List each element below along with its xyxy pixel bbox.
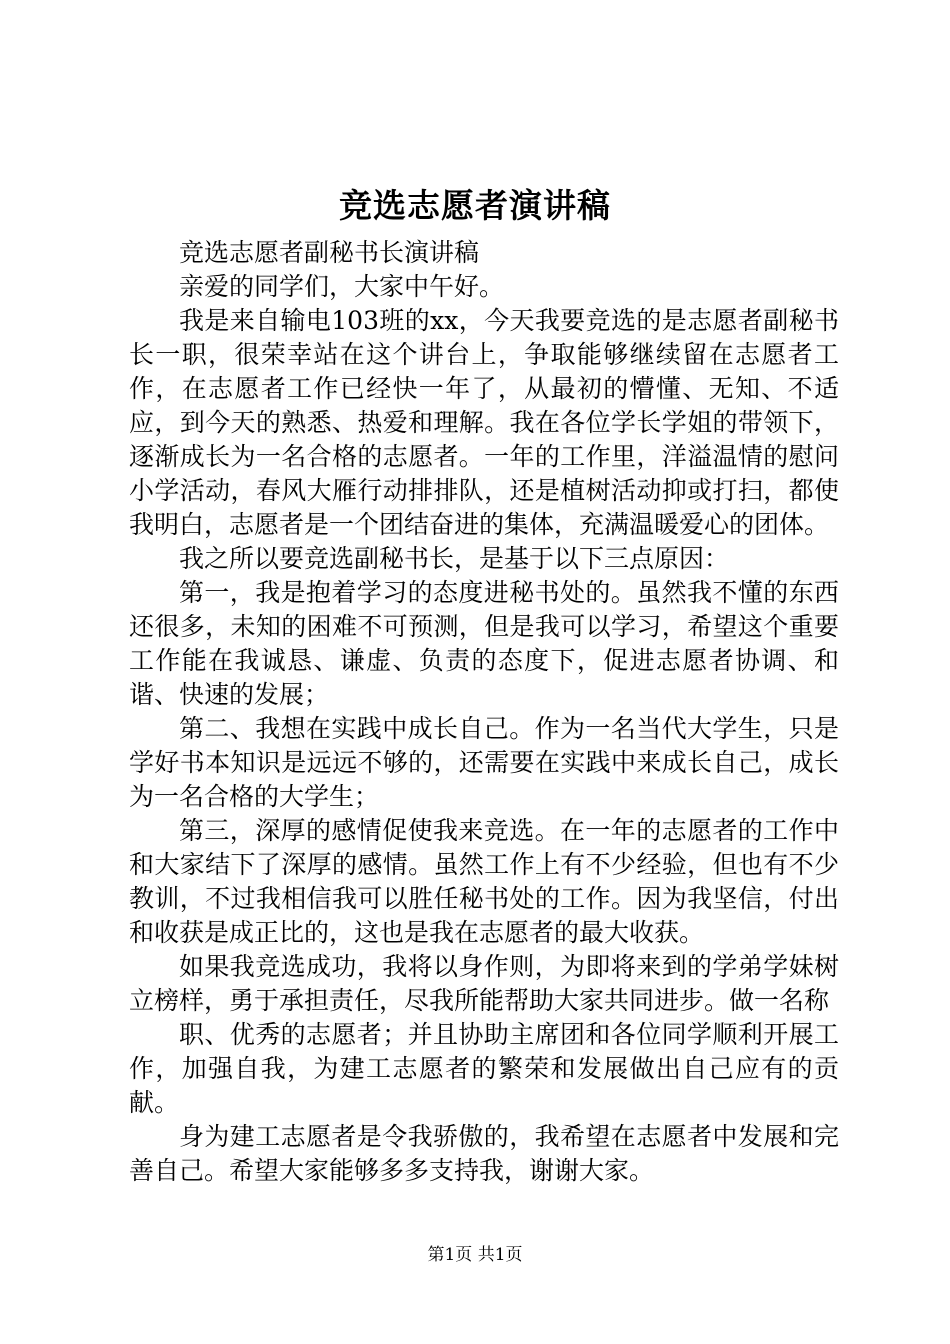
reason-three-paragraph: 第三，深厚的感情促使我来竞选。在一年的志愿者的工作中和大家结下了深厚的感情。虽然工作上有不少经验，但也有不少教训，不过我相信我可以胜任秘书处的工作。因为我坚信，付出和收获是成正比的，这也是我在志愿者的最大收获。 — [129, 816, 839, 947]
reason-two-paragraph: 第二、我想在实践中成长自己。作为一名当代大学生，只是学好书本知识是远远不够的，还需要在实践中来成长自己，成长为一名合格的大学生； — [129, 714, 839, 811]
closing-paragraph: 身为建工志愿者是令我骄傲的，我希望在志愿者中发展和完善自己。希望大家能够多多支持我，谢谢大家。 — [129, 1122, 839, 1185]
document-title: 竞选志愿者演讲稿 — [339, 186, 611, 225]
subtitle-paragraph: 竞选志愿者副秘书长演讲稿 — [179, 238, 480, 267]
commitment-continued-paragraph: 职、优秀的志愿者；并且协助主席团和各位同学顺利开展工作，加强自我，为建工志愿者的繁荣和发展做出自己应有的贡献。 — [129, 1020, 839, 1117]
reasons-intro-paragraph: 我之所以要竞选副秘书长，是基于以下三点原因： — [179, 544, 730, 573]
document-body — [129, 236, 839, 1188]
introduction-paragraph: 我是来自输电103班的xx，今天我要竞选的是志愿者副秘书长一职，很荣幸站在这个讲台上，争取能够继续留在志愿者工作，在志愿者工作已经快一年了，从最初的懵懂、无知、不适应，到今天的熟悉、热爱和理解。我在各位学长学姐的带领下，逐渐成长为一名合格的志愿者。一年的工作里，洋溢温情的慰问小学活动，春风大雁行动排排队，还是植树活动抑或打扫，都使我明白，志愿者是一个团结奋进的集体，充满温暖爱心的团体。 — [129, 306, 839, 539]
commitment-paragraph: 如果我竞选成功，我将以身作则，为即将来到的学弟学妹树立榜样，勇于承担责任，尽我所能帮助大家共同进步。做一名称 — [129, 952, 839, 1015]
reason-one-paragraph: 第一，我是抱着学习的态度进秘书处的。虽然我不懂的东西还很多，未知的困难不可预测，但是我可以学习，希望这个重要工作能在我诚恳、谦虚、负责的态度下，促进志愿者协调、和谐、快速的发展； — [129, 578, 839, 709]
greeting-paragraph: 亲爱的同学们，大家中午好。 — [179, 272, 505, 301]
page-number-footer: 第1页 共1页 — [427, 1245, 523, 1265]
